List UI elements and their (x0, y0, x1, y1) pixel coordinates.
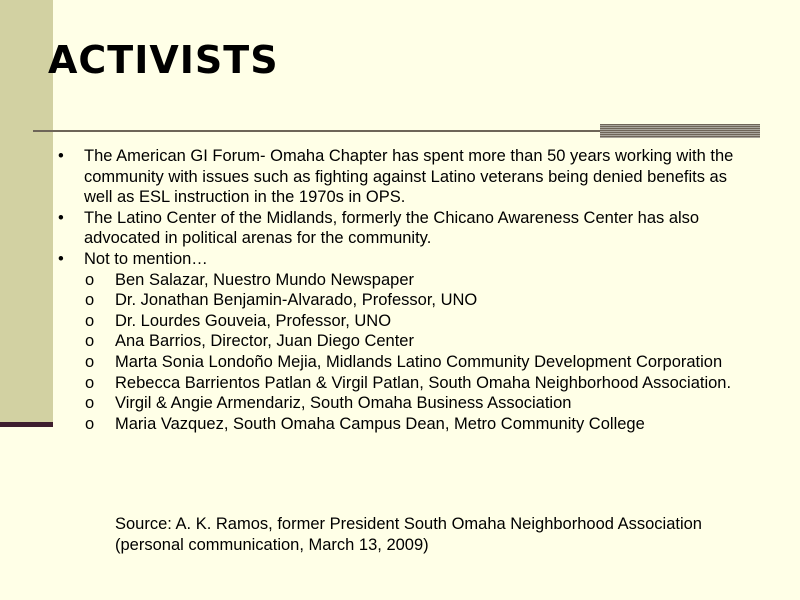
slide-body (58, 146, 758, 434)
bullet-text: Not to mention… (84, 249, 208, 268)
bullet-item (58, 146, 758, 208)
sub-item-text: Maria Vazquez, South Omaha Campus Dean, Metro Community College (115, 414, 645, 433)
bullet-icon: • (58, 147, 64, 165)
slide-title: ACTIVISTS (48, 38, 279, 82)
side-accent-line (0, 422, 53, 427)
sub-item-text: Rebecca Barrientos Patlan & Virgil Patlan, South Omaha Neighborhood Association. (115, 373, 732, 392)
title-divider (33, 130, 601, 132)
sub-bullet-list (58, 270, 758, 435)
bullet-icon: • (58, 249, 64, 268)
sub-list-item (58, 311, 758, 332)
bullet-item (58, 249, 758, 270)
bullet-text: The American GI Forum- Omaha Chapter has spent more than 50 years working with the community with issues such as fighting against Latino veterans being denied benefits as well as ESL instruction in the 1970s in OPS. (84, 147, 734, 207)
sub-list-item (58, 393, 758, 414)
sub-list-item (58, 331, 758, 352)
sub-item-text: Dr. Jonathan Benjamin-Alvarado, Professor, UNO (115, 291, 478, 310)
sub-bullet-icon: o (85, 414, 95, 433)
sub-item-text: Virgil & Angie Armendariz, South Omaha Business Association (115, 394, 572, 413)
sub-item-text: Ben Salazar, Nuestro Mundo Newspaper (115, 270, 414, 289)
side-bar-decoration (0, 0, 53, 425)
sub-item-text: Ana Barrios, Director, Juan Diego Center (115, 332, 414, 351)
sub-list-item (58, 290, 758, 311)
sub-item-text: Marta Sonia Londoño Mejia, Midlands Latino Community Development Corporation (115, 352, 723, 371)
sub-list-item (58, 414, 758, 435)
bullet-list (58, 146, 758, 270)
bullet-text: The Latino Center of the Midlands, formerly the Chicano Awareness Center has also advocated in political arenas for the community. (84, 208, 700, 248)
sub-list-item (58, 373, 758, 394)
bullet-item (58, 208, 758, 249)
sub-item-text: Dr. Lourdes Gouveia, Professor, UNO (115, 311, 392, 330)
sub-bullet-icon: o (85, 270, 95, 289)
sub-bullet-icon: o (85, 373, 95, 392)
sub-bullet-icon: o (85, 352, 95, 371)
source-citation: Source: A. K. Ramos, former President South Omaha Neighborhood Association (personal communication, March 13, 2009) (115, 515, 702, 554)
divider-accent-block (600, 124, 760, 138)
sub-bullet-icon: o (85, 394, 95, 413)
bullet-icon: • (58, 208, 64, 227)
sub-list-item (58, 352, 758, 373)
sub-bullet-icon: o (85, 311, 95, 330)
sub-bullet-icon: o (85, 332, 95, 351)
sub-list-item (58, 270, 758, 291)
sub-bullet-icon: o (85, 291, 95, 310)
